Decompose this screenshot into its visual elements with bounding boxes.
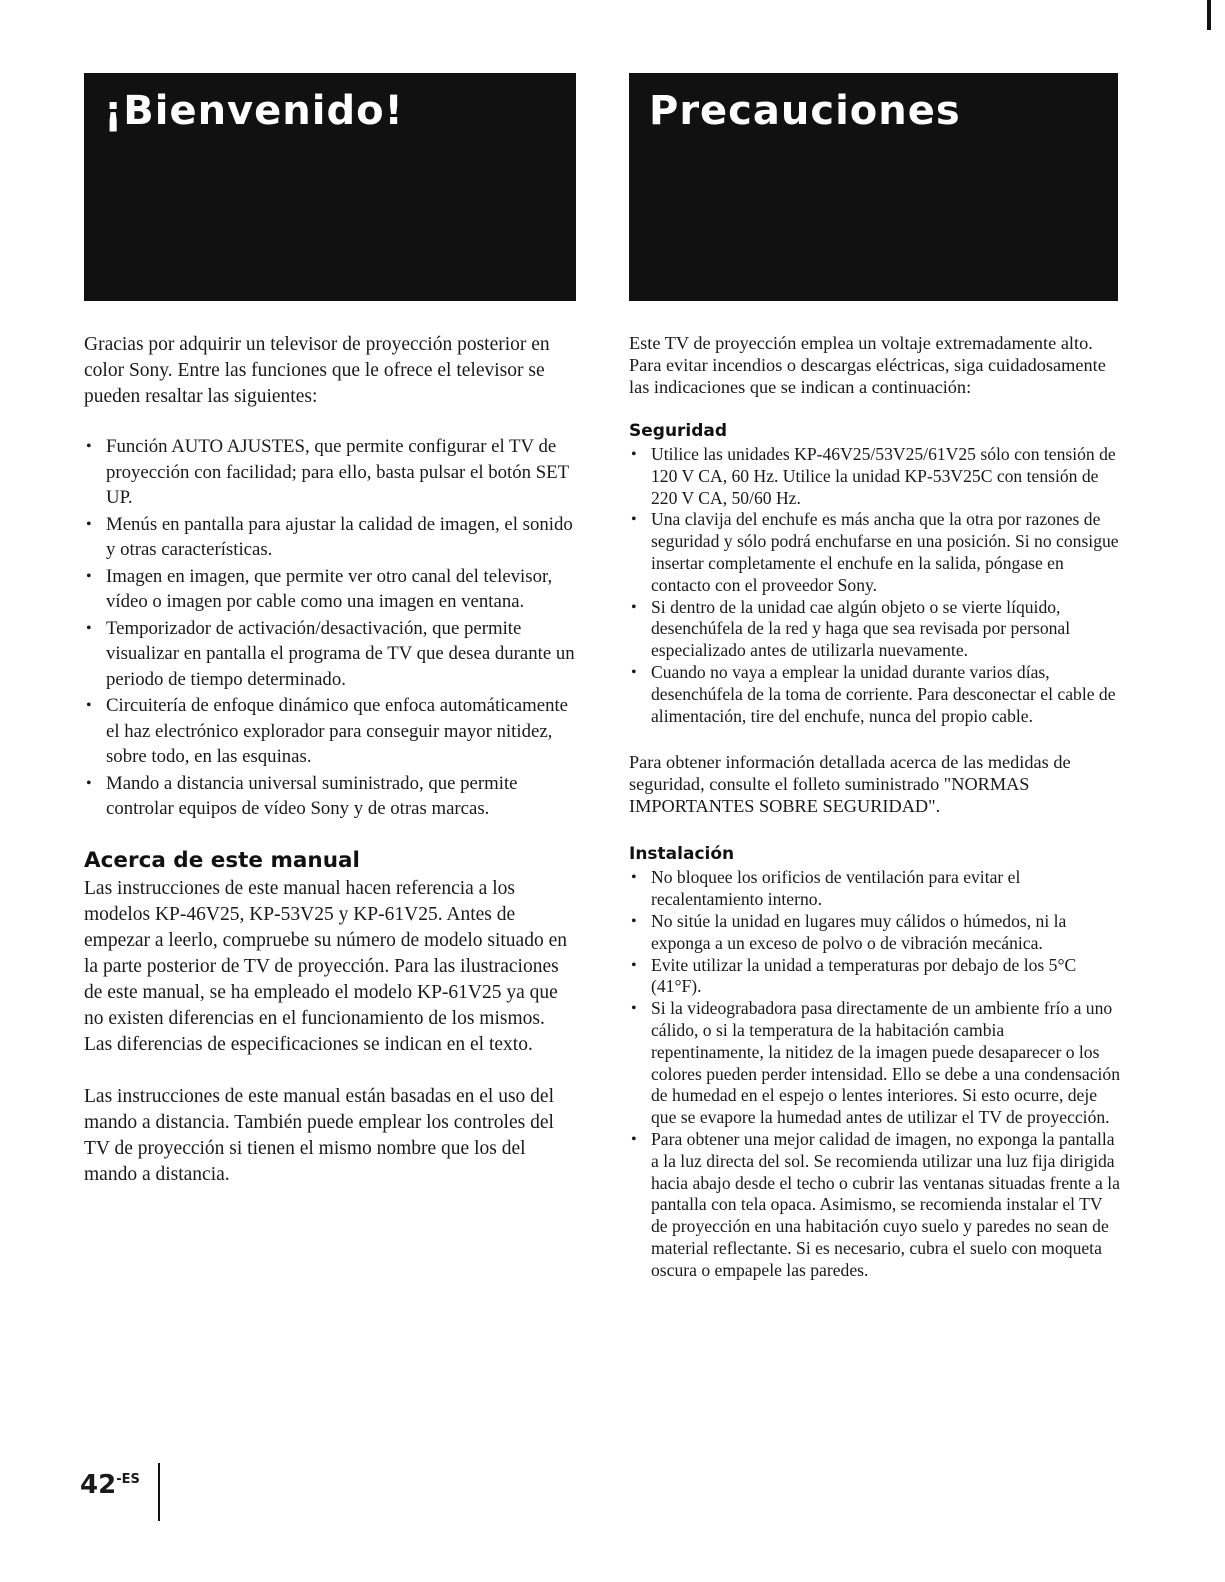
list-item: • Imagen en imagen, que permite ver otro canal del televisor, vídeo o imagen por cable como una imagen en ventana. (84, 564, 576, 615)
safety-list (629, 444, 1120, 727)
safety-note: Para obtener información detallada acerca de las medidas de seguridad, consulte el folleto suministrado "NORMAS IMPORTANTES SOBRE SEGURIDAD". (629, 752, 1071, 817)
list-item: • Mando a distancia universal suministrado, que permite controlar equipos de vídeo Sony y de otras marcas. (84, 771, 576, 822)
manual-paragraph: Las instrucciones de este manual hacen referencia a los modelos KP-46V25, KP-53V25 y KP-61V25. Antes de empezar a leerlo, compruebe su número de modelo situado en la parte posterior de TV de proyección. Para las ilustraciones de este manual, se ha empleado el modelo KP-61V25 ya que no existen diferencias en el funcionamiento de los mismos. Las diferencias de especificaciones se indican en el texto. (84, 877, 567, 1055)
list-item: • Para obtener una mejor calidad de imagen, no exponga la pantalla a la luz directa del sol. Se recomienda utilizar una luz fija dirigida hacia abajo desde el techo o cubrir las ventanas situadas frente a la pantalla con tela opaca. Asimismo, se recomienda instalar el TV de proyección en una habitación cuyo suelo y paredes no sean de material reflectante. Si es necesario, cubra el suelo con moqueta oscura o empapele las paredes. (629, 1129, 1120, 1282)
safety-heading: Seguridad (629, 421, 728, 441)
list-item: • Si dentro de la unidad cae algún objeto o se vierte líquido, desenchúfela de la red y haga que sea revisada por personal especializado antes de utilizarla nuevamente. (629, 597, 1120, 662)
precautions-title: Precauciones (649, 88, 961, 134)
page-number-value: 42 (80, 1470, 117, 1500)
precautions-intro: Este TV de proyección emplea un voltaje extremadamente alto. Para evitar incendios o descargas eléctricas, siga cuidadosamente las indicaciones que se indican a continuación: (629, 333, 1106, 397)
installation-heading: Instalación (629, 844, 735, 865)
list-item: • Cuando no vaya a emplear la unidad durante varios días, desenchúfela de la toma de corriente. Para desconectar el cable de alimentación, tire del enchufe, nunca del propio cable. (629, 662, 1120, 727)
list-item: • Una clavija del enchufe es más ancha que la otra por razones de seguridad y sólo podrá enchufarse en una posición. Si no consigue insertar completamente el enchufe en la salida, póngase en contacto con el proveedor Sony. (629, 509, 1120, 596)
welcome-title: ¡Bienvenido! (104, 88, 404, 134)
list-item: • Si la videograbadora pasa directamente de un ambiente frío a uno cálido, o si la temperatura de la habitación cambia repentinamente, la nitidez de la imagen puede desaparecer o los colores pueden perder intensidad. Ello se debe a una condensación de humedad en el espejo o lentes interiores. Si esto ocurre, deje que se evapore la humedad antes de utilizar el TV de proyección. (629, 998, 1120, 1129)
list-item: • No bloquee los orificios de ventilación para evitar el recalentamiento interno. (629, 867, 1120, 911)
welcome-banner (84, 73, 576, 301)
list-item: • No sitúe la unidad en lugares muy cálidos o húmedos, ni la exponga a un exceso de polvo o de vibración mecánica. (629, 911, 1120, 955)
welcome-intro: Gracias por adquirir un televisor de proyección posterior en color Sony. Entre las funciones que le ofrece el televisor se pueden resaltar las siguientes: (84, 334, 550, 407)
manual-paragraph: Las instrucciones de este manual están basadas en el uso del mando a distancia. También puede emplear los controles del TV de proyección si tienen el mismo nombre que los del mando a distancia. (84, 1085, 555, 1185)
installation-list (629, 867, 1120, 1281)
left-column (84, 332, 576, 1188)
list-item: • Temporizador de activación/desactivación, que permite visualizar en pantalla el programa de TV que desea durante un periodo de tiempo determinado. (84, 616, 576, 693)
feature-list (84, 434, 576, 822)
list-item: • Utilice las unidades KP-46V25/53V25/61V25 sólo con tensión de 120 V CA, 60 Hz. Utilice la unidad KP-53V25C con tensión de 220 V CA, 50/60 Hz. (629, 444, 1120, 509)
list-item: • Evite utilizar la unidad a temperaturas por debajo de los 5°C (41°F). (629, 955, 1120, 999)
list-item: • Circuitería de enfoque dinámico que enfoca automáticamente el haz electrónico explorador para conseguir mayor nitidez, sobre todo, en las esquinas. (84, 693, 576, 770)
page-number (80, 1470, 140, 1500)
list-item: • Menús en pantalla para ajustar la calidad de imagen, el sonido y otras características. (84, 512, 576, 563)
page-number-rule (158, 1463, 160, 1521)
precautions-banner (629, 73, 1118, 301)
page-language-suffix: -ES (116, 1472, 140, 1487)
manual-section-heading: Acerca de este manual (84, 847, 360, 873)
list-item: • Función AUTO AJUSTES, que permite configurar el TV de proyección con facilidad; para ello, basta pulsar el botón SET UP. (84, 434, 576, 511)
page-edge-mark (1207, 0, 1211, 30)
right-column (629, 332, 1120, 1282)
